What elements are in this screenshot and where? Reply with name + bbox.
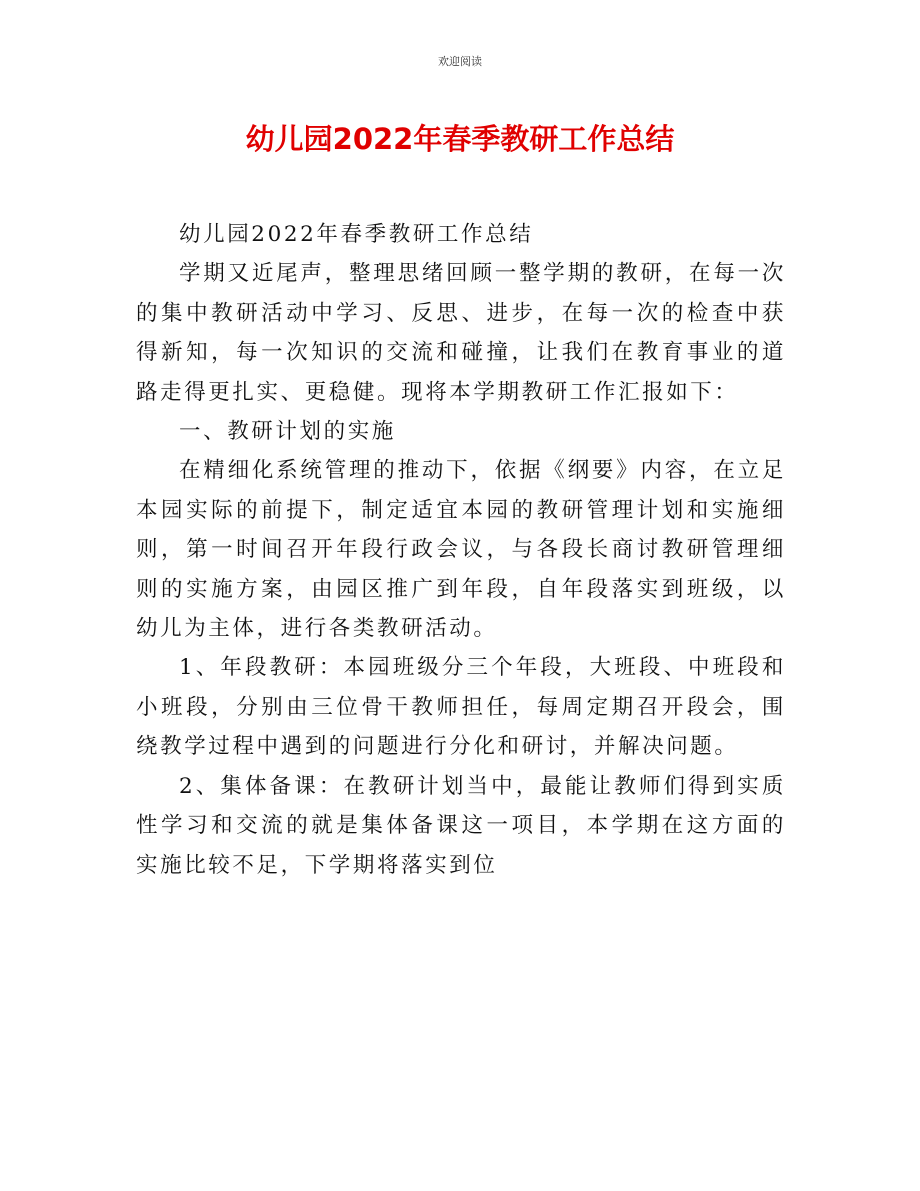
- paragraph-grade-research: 1、年段教研：本园班级分三个年段，大班段、中班段和小班段，分别由三位骨干教师担任，每周定期召开段会，围绕教学过程中遇到的问题进行分化和研讨，并解决问题。: [136, 655, 786, 760]
- paragraph-plan: 在精细化系统管理的推动下，依据《纲要》内容，在立足本园实际的前提下，制定适宜本园的教研管理计划和实施细则，第一时间召开年段行政会议，与各段长商讨教研管理细则的实施方案，由园区推广到年段，自年段落实到班级，以幼儿为主体，进行各类教研活动。: [136, 458, 786, 642]
- document-title: 幼儿园2022年春季教研工作总结: [245, 122, 675, 156]
- header-note: 欢迎阅读: [438, 55, 482, 68]
- paragraph-subtitle: 幼儿园2022年春季教研工作总结: [179, 222, 534, 247]
- section-heading: 一、教研计划的实施: [179, 419, 396, 445]
- paragraph-collective-prep: 2、集体备课：在教研计划当中，最能让教师们得到实质性学习和交流的就是集体备课这一项目，本学期在这方面的实施比较不足，下学期将落实到位: [136, 773, 786, 878]
- document-body: [136, 215, 786, 885]
- paragraph-intro: 学期又近尾声，整理思绪回顾一整学期的教研，在每一次的集中教研活动中学习、反思、进步，在每一次的检查中获得新知，每一次知识的交流和碰撞，让我们在教育事业的道路走得更扎实、更稳健。现将本学期教研工作汇报如下：: [136, 261, 786, 405]
